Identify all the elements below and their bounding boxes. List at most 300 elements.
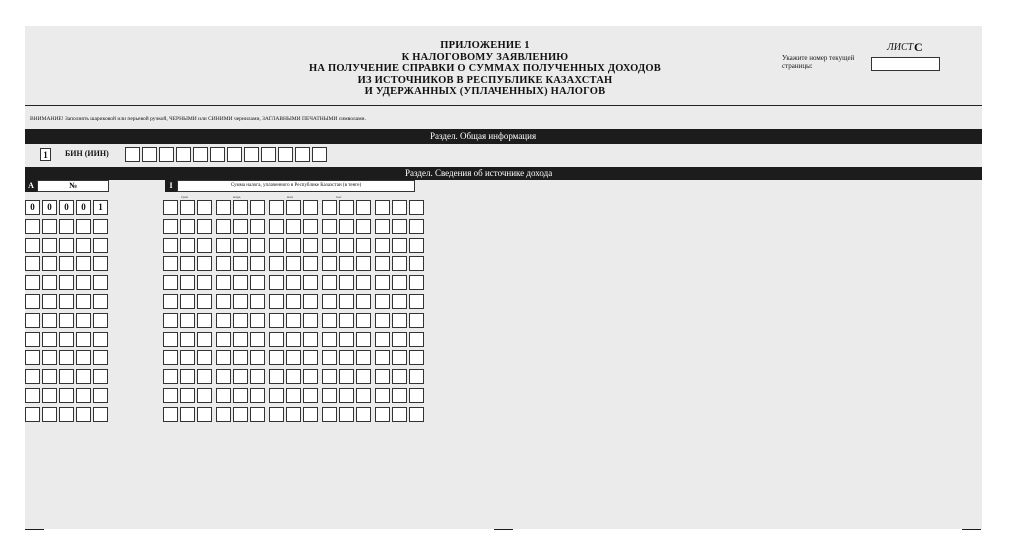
form-sheet	[25, 26, 982, 529]
row-number-cell[interactable]	[59, 256, 74, 271]
amount-digit-cell[interactable]	[250, 332, 265, 347]
amount-digit-cell[interactable]	[250, 369, 265, 384]
unit-label: трлн	[181, 195, 188, 199]
amount-digit-cell[interactable]	[233, 294, 248, 309]
amount-digit-cell[interactable]	[269, 388, 284, 403]
amount-digit-cell[interactable]	[322, 332, 337, 347]
amount-digit-cell[interactable]	[250, 200, 265, 215]
amount-digit-cell[interactable]	[356, 275, 371, 290]
amount-digit-cell[interactable]	[180, 369, 195, 384]
amount-digit-cell[interactable]	[163, 388, 178, 403]
amount-digit-cell[interactable]	[286, 388, 301, 403]
amount-digit-cell[interactable]	[180, 256, 195, 271]
amount-digit-cell[interactable]	[269, 200, 284, 215]
table-row-number	[25, 238, 110, 253]
amount-digit-cell[interactable]	[216, 200, 231, 215]
amount-digit-cell[interactable]	[392, 200, 407, 215]
table-row-amount	[163, 275, 428, 290]
column-a-header: №	[37, 180, 109, 192]
amount-digit-cell[interactable]	[250, 350, 265, 365]
row-number-cell[interactable]	[25, 388, 40, 403]
amount-digit-cell[interactable]	[303, 275, 318, 290]
amount-digit-cell[interactable]	[216, 275, 231, 290]
amount-digit-cell[interactable]	[286, 350, 301, 365]
row-number-cell[interactable]	[59, 313, 74, 328]
amount-digit-cell[interactable]	[392, 275, 407, 290]
amount-digit-cell[interactable]	[286, 275, 301, 290]
bin-digit-cell[interactable]	[193, 147, 208, 162]
row-number-cell[interactable]: 0	[76, 200, 91, 215]
amount-digit-cell[interactable]	[303, 238, 318, 253]
amount-digit-cell[interactable]	[286, 332, 301, 347]
bin-digit-cell[interactable]	[125, 147, 140, 162]
title-line: И УДЕРЖАННЫХ (УПЛАЧЕННЫХ) НАЛОГОВ	[364, 86, 606, 97]
row-number-cell[interactable]	[42, 275, 57, 290]
amount-digit-cell[interactable]	[216, 369, 231, 384]
amount-digit-cell[interactable]	[409, 294, 424, 309]
amount-digit-cell[interactable]	[356, 219, 371, 234]
amount-digit-cell[interactable]	[356, 313, 371, 328]
amount-digit-cell[interactable]	[286, 200, 301, 215]
amount-digit-cell[interactable]	[250, 256, 265, 271]
row-number-cell[interactable]: 0	[59, 200, 74, 215]
row-number-cell[interactable]	[59, 238, 74, 253]
amount-digit-cell[interactable]	[233, 313, 248, 328]
row-number-cell[interactable]	[59, 369, 74, 384]
bin-digit-cell[interactable]	[176, 147, 191, 162]
amount-digit-cell[interactable]	[286, 407, 301, 422]
amount-digit-cell[interactable]	[322, 388, 337, 403]
amount-digit-cell[interactable]	[233, 332, 248, 347]
amount-digit-cell[interactable]	[163, 313, 178, 328]
amount-digit-cell[interactable]	[233, 369, 248, 384]
amount-digit-cell[interactable]	[392, 313, 407, 328]
row-number-cell[interactable]	[93, 275, 108, 290]
row-number-cell[interactable]	[59, 350, 74, 365]
amount-digit-cell[interactable]	[409, 219, 424, 234]
amount-digit-cell[interactable]	[392, 219, 407, 234]
row-number-cell[interactable]	[42, 407, 57, 422]
bin-digit-cell[interactable]	[295, 147, 310, 162]
column-a-mark: A	[25, 180, 37, 192]
amount-digit-cell[interactable]	[286, 294, 301, 309]
amount-digit-cell[interactable]	[392, 332, 407, 347]
amount-digit-cell[interactable]	[233, 219, 248, 234]
row-number-cell[interactable]	[25, 332, 40, 347]
amount-digit-cell[interactable]	[322, 256, 337, 271]
amount-digit-cell[interactable]	[303, 369, 318, 384]
amount-digit-cell[interactable]	[375, 200, 390, 215]
row-number-cell[interactable]	[59, 219, 74, 234]
table-row-number	[25, 294, 110, 309]
amount-digit-cell[interactable]	[163, 238, 178, 253]
amount-digit-cell[interactable]	[322, 200, 337, 215]
amount-digit-cell[interactable]	[269, 407, 284, 422]
row-number-cell[interactable]	[42, 369, 57, 384]
amount-digit-cell[interactable]	[322, 407, 337, 422]
amount-digit-cell[interactable]	[180, 388, 195, 403]
amount-digit-cell[interactable]	[392, 369, 407, 384]
row-number-cell[interactable]	[25, 407, 40, 422]
row-number-cell[interactable]	[76, 256, 91, 271]
amount-digit-cell[interactable]	[409, 407, 424, 422]
table-row-amount	[163, 332, 428, 347]
row-number-cell[interactable]	[42, 332, 57, 347]
table-row-number	[25, 388, 110, 403]
amount-digit-cell[interactable]	[269, 369, 284, 384]
amount-digit-cell[interactable]	[233, 407, 248, 422]
amount-digit-cell[interactable]	[375, 369, 390, 384]
amount-digit-cell[interactable]	[356, 350, 371, 365]
column-i-header: Сумма налога, уплаченного в Республике Казахстан (в тенге)	[177, 180, 415, 192]
amount-digit-cell[interactable]	[339, 275, 354, 290]
amount-digit-cell[interactable]	[269, 332, 284, 347]
row-number-cell[interactable]	[59, 294, 74, 309]
amount-digit-cell[interactable]	[375, 407, 390, 422]
row-number-cell[interactable]	[76, 407, 91, 422]
row-number-cell[interactable]	[93, 256, 108, 271]
bin-digit-cell[interactable]	[227, 147, 242, 162]
amount-digit-cell[interactable]	[216, 294, 231, 309]
row-number-cell[interactable]	[42, 294, 57, 309]
amount-digit-cell[interactable]	[392, 388, 407, 403]
amount-digit-cell[interactable]	[216, 388, 231, 403]
row-number-cell[interactable]	[25, 275, 40, 290]
row-number-cell[interactable]	[76, 350, 91, 365]
amount-digit-cell[interactable]	[339, 200, 354, 215]
amount-digit-cell[interactable]	[339, 369, 354, 384]
amount-digit-cell[interactable]	[322, 275, 337, 290]
amount-digit-cell[interactable]	[216, 332, 231, 347]
amount-digit-cell[interactable]	[409, 256, 424, 271]
amount-digit-cell[interactable]	[356, 407, 371, 422]
amount-digit-cell[interactable]	[322, 350, 337, 365]
amount-digit-cell[interactable]	[356, 200, 371, 215]
table-row-number	[25, 407, 110, 422]
amount-digit-cell[interactable]	[356, 369, 371, 384]
amount-digit-cell[interactable]	[216, 238, 231, 253]
amount-digit-cell[interactable]	[339, 313, 354, 328]
bin-digit-cell[interactable]	[261, 147, 276, 162]
amount-digit-cell[interactable]	[322, 238, 337, 253]
row-number-cell[interactable]	[42, 313, 57, 328]
amount-digit-cell[interactable]	[286, 256, 301, 271]
amount-digit-cell[interactable]	[269, 256, 284, 271]
section-income-title: Раздел. Сведения об источнике дохода	[405, 168, 553, 178]
amount-digit-cell[interactable]	[356, 294, 371, 309]
amount-digit-cell[interactable]	[303, 407, 318, 422]
amount-digit-cell[interactable]	[286, 369, 301, 384]
amount-digit-cell[interactable]	[375, 332, 390, 347]
amount-digit-cell[interactable]	[269, 275, 284, 290]
row-number-cell[interactable]	[25, 256, 40, 271]
amount-digit-cell[interactable]	[286, 219, 301, 234]
amount-digit-cell[interactable]	[250, 407, 265, 422]
amount-digit-cell[interactable]	[356, 388, 371, 403]
bin-digit-cell[interactable]	[159, 147, 174, 162]
amount-digit-cell[interactable]	[303, 294, 318, 309]
amount-digit-cell[interactable]	[375, 256, 390, 271]
row-number-cell[interactable]	[76, 294, 91, 309]
amount-digit-cell[interactable]	[375, 219, 390, 234]
amount-digit-cell[interactable]	[375, 294, 390, 309]
amount-digit-cell[interactable]	[197, 275, 212, 290]
amount-digit-cell[interactable]	[197, 332, 212, 347]
table-row-amount	[163, 294, 428, 309]
row-number-cell[interactable]	[42, 219, 57, 234]
amount-digit-cell[interactable]	[163, 275, 178, 290]
row-number-cell[interactable]	[93, 369, 108, 384]
row-number-cell[interactable]	[25, 238, 40, 253]
unit-label: млн	[287, 195, 293, 199]
amount-digit-cell[interactable]	[392, 407, 407, 422]
amount-digit-cell[interactable]	[269, 238, 284, 253]
amount-digit-cell[interactable]	[163, 369, 178, 384]
amount-digit-cell[interactable]	[339, 388, 354, 403]
amount-digit-cell[interactable]	[180, 238, 195, 253]
sheet-letter: С	[914, 40, 923, 54]
amount-digit-cell[interactable]	[375, 313, 390, 328]
row-number-cell[interactable]	[93, 294, 108, 309]
amount-digit-cell[interactable]	[197, 369, 212, 384]
amount-digit-cell[interactable]	[303, 219, 318, 234]
amount-digit-cell[interactable]	[269, 313, 284, 328]
amount-digit-cell[interactable]	[180, 275, 195, 290]
amount-digit-cell[interactable]	[303, 350, 318, 365]
row-number-cell[interactable]	[76, 388, 91, 403]
amount-digit-cell[interactable]	[197, 219, 212, 234]
row-number-cell[interactable]	[42, 388, 57, 403]
bin-label: БИН (ИИН)	[65, 149, 109, 158]
table-row-amount	[163, 407, 428, 422]
amount-digit-cell[interactable]	[356, 238, 371, 253]
amount-digit-cell[interactable]	[197, 407, 212, 422]
amount-digit-cell[interactable]	[339, 219, 354, 234]
unit-label: млрд	[233, 195, 241, 199]
page-number-input[interactable]	[871, 57, 940, 71]
row-number-cell[interactable]	[42, 350, 57, 365]
title-line: ИЗ ИСТОЧНИКОВ В РЕСПУБЛИКЕ КАЗАХСТАН	[357, 74, 613, 86]
amount-digit-cell[interactable]	[163, 350, 178, 365]
table-row-number	[25, 350, 110, 365]
amount-digit-cell[interactable]	[250, 219, 265, 234]
row-number-cell[interactable]	[76, 238, 91, 253]
row-number-cell[interactable]	[59, 388, 74, 403]
amount-digit-cell[interactable]	[216, 256, 231, 271]
amount-digit-cell[interactable]	[180, 200, 195, 215]
amount-digit-cell[interactable]	[269, 294, 284, 309]
row-number-cell[interactable]	[76, 275, 91, 290]
amount-digit-cell[interactable]	[303, 313, 318, 328]
column-i-mark: I	[165, 180, 177, 192]
table-row-amount	[163, 313, 428, 328]
row-number-cell[interactable]	[76, 369, 91, 384]
amount-digit-cell[interactable]	[375, 350, 390, 365]
amount-digit-cell[interactable]	[163, 407, 178, 422]
amount-digit-cell[interactable]	[180, 407, 195, 422]
amount-digit-cell[interactable]	[250, 294, 265, 309]
row-number-cell[interactable]	[25, 219, 40, 234]
amount-digit-cell[interactable]	[339, 238, 354, 253]
amount-digit-cell[interactable]	[180, 294, 195, 309]
divider	[25, 105, 982, 106]
amount-digit-cell[interactable]	[409, 369, 424, 384]
amount-digit-cell[interactable]	[303, 332, 318, 347]
row-number-cell[interactable]	[93, 332, 108, 347]
row-number-cell[interactable]	[59, 407, 74, 422]
row-number-cell[interactable]	[59, 332, 74, 347]
amount-digit-cell[interactable]	[409, 350, 424, 365]
row-number-cell[interactable]	[93, 407, 108, 422]
amount-digit-cell[interactable]	[197, 388, 212, 403]
amount-digit-cell[interactable]	[216, 313, 231, 328]
table-row-number	[25, 313, 110, 328]
amount-digit-cell[interactable]	[250, 388, 265, 403]
table-row-amount	[163, 350, 428, 365]
amount-digit-cell[interactable]	[286, 313, 301, 328]
row-number-cell[interactable]: 0	[42, 200, 57, 215]
amount-digit-cell[interactable]	[163, 256, 178, 271]
row-number-cell[interactable]	[59, 275, 74, 290]
amount-digit-cell[interactable]	[392, 238, 407, 253]
amount-digit-cell[interactable]	[180, 332, 195, 347]
amount-digit-cell[interactable]	[339, 332, 354, 347]
amount-digit-cell[interactable]	[163, 294, 178, 309]
row-number-cell[interactable]	[42, 256, 57, 271]
table-row-number	[25, 256, 110, 271]
amount-digit-cell[interactable]	[233, 350, 248, 365]
amount-digit-cell[interactable]	[303, 256, 318, 271]
amount-digit-cell[interactable]	[409, 313, 424, 328]
title-line: НА ПОЛУЧЕНИЕ СПРАВКИ О СУММАХ ПОЛУЧЕННЫХ ДОХОДОВ	[309, 63, 661, 74]
amount-digit-cell[interactable]	[197, 350, 212, 365]
amount-digit-cell[interactable]	[303, 388, 318, 403]
amount-digit-cell[interactable]	[409, 200, 424, 215]
amount-digit-cell[interactable]	[322, 313, 337, 328]
amount-digit-cell[interactable]	[375, 388, 390, 403]
row-number-cell[interactable]	[93, 313, 108, 328]
row-number-cell[interactable]	[93, 388, 108, 403]
section-general-band	[25, 129, 982, 144]
row-number-cell[interactable]	[25, 294, 40, 309]
row-number-cell[interactable]	[76, 313, 91, 328]
row-number-cell[interactable]: 0	[25, 200, 40, 215]
table-row-number	[25, 200, 110, 215]
amount-digit-cell[interactable]	[216, 350, 231, 365]
row-number-cell[interactable]	[76, 332, 91, 347]
amount-digit-cell[interactable]	[250, 275, 265, 290]
field-number-badge: 1	[40, 148, 51, 161]
amount-digit-cell[interactable]	[250, 313, 265, 328]
amount-digit-cell[interactable]	[339, 407, 354, 422]
amount-digit-cell[interactable]	[233, 200, 248, 215]
amount-digit-cell[interactable]	[233, 238, 248, 253]
amount-digit-cell[interactable]	[339, 294, 354, 309]
amount-digit-cell[interactable]	[392, 294, 407, 309]
amount-digit-cell[interactable]	[286, 238, 301, 253]
amount-digit-cell[interactable]	[197, 200, 212, 215]
row-number-cell[interactable]: 1	[93, 200, 108, 215]
amount-digit-cell[interactable]	[233, 275, 248, 290]
row-number-cell[interactable]	[42, 238, 57, 253]
amount-digit-cell[interactable]	[392, 350, 407, 365]
row-number-cell[interactable]	[93, 219, 108, 234]
row-number-cell[interactable]	[93, 350, 108, 365]
amount-digit-cell[interactable]	[180, 313, 195, 328]
amount-digit-cell[interactable]	[197, 294, 212, 309]
table-row-number	[25, 219, 110, 234]
table-row-number	[25, 275, 110, 290]
amount-digit-cell[interactable]	[409, 238, 424, 253]
table-row-amount	[163, 369, 428, 384]
amount-digit-cell[interactable]	[197, 238, 212, 253]
amount-digit-cell[interactable]	[269, 219, 284, 234]
table-row-amount	[163, 200, 428, 215]
table-row-amount	[163, 219, 428, 234]
amount-digit-cell[interactable]	[339, 350, 354, 365]
row-number-cell[interactable]	[25, 313, 40, 328]
bin-digit-cell[interactable]	[142, 147, 157, 162]
amount-digit-cell[interactable]	[375, 238, 390, 253]
section-general-title: Раздел. Общая информация	[430, 131, 537, 141]
amount-digit-cell[interactable]	[322, 369, 337, 384]
amount-digit-cell[interactable]	[409, 388, 424, 403]
bin-digit-cell[interactable]	[210, 147, 225, 162]
bin-input-cells	[125, 147, 329, 162]
table-row-number	[25, 369, 110, 384]
page-number-label: Укажите номер текущей страницы:	[782, 54, 855, 70]
amount-digit-cell[interactable]	[250, 238, 265, 253]
amount-digit-cell[interactable]	[216, 219, 231, 234]
amount-digit-cell[interactable]	[216, 407, 231, 422]
unit-label: тыс	[336, 195, 342, 199]
amount-digit-cell[interactable]	[180, 350, 195, 365]
amount-digit-cell[interactable]	[409, 332, 424, 347]
amount-digit-cell[interactable]	[392, 256, 407, 271]
amount-digit-cell[interactable]	[303, 200, 318, 215]
amount-digit-cell[interactable]	[163, 200, 178, 215]
amount-digit-cell[interactable]	[197, 313, 212, 328]
amount-digit-cell[interactable]	[409, 275, 424, 290]
bin-digit-cell[interactable]	[278, 147, 293, 162]
amount-digit-cell[interactable]	[375, 275, 390, 290]
amount-digit-cell[interactable]	[356, 332, 371, 347]
amount-digit-cell[interactable]	[339, 256, 354, 271]
attention-notice: ВНИМАНИЕ! Заполнять шариковой или перьевой ручкой, ЧЕРНЫМИ или СИНИМИ чернилами, ЗАГЛАВНЫМИ ПЕЧАТНЫМИ символами.	[30, 116, 366, 122]
table-row-amount	[163, 388, 428, 403]
amount-digit-cell[interactable]	[163, 219, 178, 234]
title-line: ПРИЛОЖЕНИЕ 1	[440, 40, 530, 51]
amount-digit-cell[interactable]	[163, 332, 178, 347]
sheet-label: ЛИСТ	[887, 42, 914, 53]
amount-digit-cell[interactable]	[356, 256, 371, 271]
amount-digit-cell[interactable]	[269, 350, 284, 365]
amount-digit-cell[interactable]	[197, 256, 212, 271]
row-number-cell[interactable]	[76, 219, 91, 234]
row-number-cell[interactable]	[93, 238, 108, 253]
row-number-cell[interactable]	[25, 350, 40, 365]
amount-digit-cell[interactable]	[233, 388, 248, 403]
form-title	[275, 40, 695, 98]
amount-digit-cell[interactable]	[180, 219, 195, 234]
bin-digit-cell[interactable]	[312, 147, 327, 162]
title-line: К НАЛОГОВОМУ ЗАЯВЛЕНИЮ	[401, 51, 569, 63]
bin-digit-cell[interactable]	[244, 147, 259, 162]
amount-digit-cell[interactable]	[233, 256, 248, 271]
amount-digit-cell[interactable]	[322, 219, 337, 234]
row-number-cell[interactable]	[25, 369, 40, 384]
amount-digit-cell[interactable]	[322, 294, 337, 309]
